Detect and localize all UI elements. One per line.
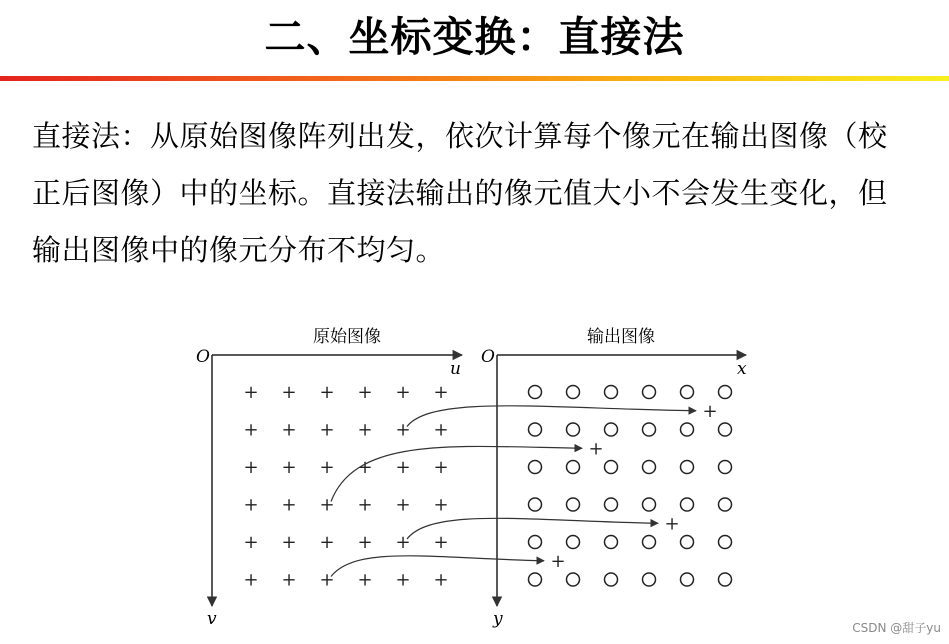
output-pixel-circle	[529, 423, 542, 436]
original-pixel-plus: +	[433, 494, 449, 516]
original-pixel-plus: +	[281, 382, 297, 403]
output-pixel-circle	[643, 498, 656, 511]
original-pixel-plus: +	[433, 419, 449, 441]
original-pixel-plus: +	[433, 569, 449, 591]
original-u-axis-label: u	[450, 359, 461, 379]
mapped-pixel-plus: +	[550, 550, 566, 572]
output-pixel-circle	[605, 573, 618, 586]
output-pixel-circle	[567, 498, 580, 511]
original-pixel-plus: +	[319, 494, 335, 516]
slide-title: 二、坐标变换：直接法	[264, 13, 685, 61]
original-pixel-plus: +	[433, 532, 449, 553]
output-pixel-circle	[567, 423, 580, 436]
output-pixel-circle	[529, 461, 542, 474]
output-pixel-circle	[605, 536, 618, 549]
original-origin-label: O	[196, 347, 210, 367]
output-pixel-circle	[643, 423, 656, 436]
output-pixel-circle	[529, 498, 542, 511]
original-pixel-plus: +	[357, 382, 373, 403]
output-pixel-circle	[719, 498, 732, 511]
original-pixel-plus: +	[433, 382, 449, 403]
output-pixel-circle	[529, 386, 542, 399]
output-pixel-circle	[681, 386, 694, 399]
output-pixel-circle	[567, 536, 580, 549]
output-pixel-circle	[605, 461, 618, 474]
original-pixel-plus: +	[281, 569, 297, 591]
original-pixel-plus: +	[395, 532, 411, 553]
output-x-axis-label: x	[737, 359, 747, 379]
original-pixel-plus: +	[319, 532, 335, 553]
output-pixel-circle	[529, 536, 542, 549]
original-pixel-plus: +	[281, 419, 297, 441]
original-pixel-plus: +	[357, 532, 373, 553]
original-pixel-plus: +	[395, 457, 411, 478]
output-pixel-circle	[605, 386, 618, 399]
output-image-title: 输出图像	[587, 327, 655, 347]
output-origin-label: O	[481, 347, 495, 367]
output-pixel-circle	[719, 461, 732, 474]
original-v-axis-label: v	[207, 609, 217, 629]
output-pixel-circle	[681, 573, 694, 586]
output-pixel-circle	[643, 461, 656, 474]
original-pixel-plus: +	[243, 457, 259, 478]
output-y-axis-label: y	[493, 609, 503, 629]
original-pixel-plus: +	[243, 382, 259, 403]
output-pixel-circle	[719, 536, 732, 549]
original-pixel-plus: +	[433, 457, 449, 478]
output-pixel-circle	[719, 423, 732, 436]
output-pixel-circle	[719, 386, 732, 399]
output-pixel-circle	[567, 461, 580, 474]
output-pixel-circle	[681, 498, 694, 511]
watermark: CSDN @甜子yu	[852, 621, 941, 635]
original-pixel-plus: +	[395, 419, 411, 441]
output-pixel-circle	[605, 423, 618, 436]
original-pixel-plus: +	[243, 494, 259, 516]
original-pixel-plus: +	[319, 419, 335, 441]
body-paragraph: 直接法：从原始图像阵列出发，依次计算每个像元在输出图像（校正后图像）中的坐标。直接法输出的像元值大小不会发生变化，但输出图像中的像元分布不均匀。	[32, 119, 888, 267]
original-pixel-plus: +	[357, 494, 373, 516]
original-pixel-plus: +	[395, 569, 411, 591]
original-pixel-plus: +	[319, 569, 335, 591]
output-pixel-circle	[529, 573, 542, 586]
original-pixel-plus: +	[395, 382, 411, 403]
output-pixel-circle	[567, 573, 580, 586]
mapped-pixel-plus: +	[664, 513, 680, 535]
output-pixel-circle	[719, 573, 732, 586]
original-pixel-plus: +	[243, 532, 259, 553]
mapping-arrows	[331, 401, 718, 577]
output-pixel-circle	[643, 536, 656, 549]
output-pixel-circle	[681, 461, 694, 474]
original-pixel-plus: +	[357, 569, 373, 591]
original-pixel-plus: +	[319, 382, 335, 403]
output-pixel-circle	[681, 536, 694, 549]
original-pixel-plus: +	[281, 457, 297, 478]
original-pixel-plus: +	[243, 569, 259, 591]
original-pixel-plus: +	[281, 532, 297, 553]
mapped-pixel-plus: +	[588, 438, 604, 460]
original-pixel-grid	[243, 382, 448, 591]
original-image-title: 原始图像	[313, 327, 381, 347]
output-pixel-circle	[681, 423, 694, 436]
output-pixel-circle	[605, 498, 618, 511]
original-pixel-plus: +	[357, 457, 373, 478]
original-pixel-plus: +	[395, 494, 411, 516]
mapped-pixel-plus: +	[702, 400, 718, 422]
original-pixel-plus: +	[243, 419, 259, 441]
output-pixel-circle	[567, 386, 580, 399]
original-pixel-plus: +	[281, 494, 297, 516]
original-pixel-plus: +	[357, 419, 373, 441]
output-pixel-circle	[643, 573, 656, 586]
original-pixel-plus: +	[319, 457, 335, 478]
output-pixel-circle	[643, 386, 656, 399]
